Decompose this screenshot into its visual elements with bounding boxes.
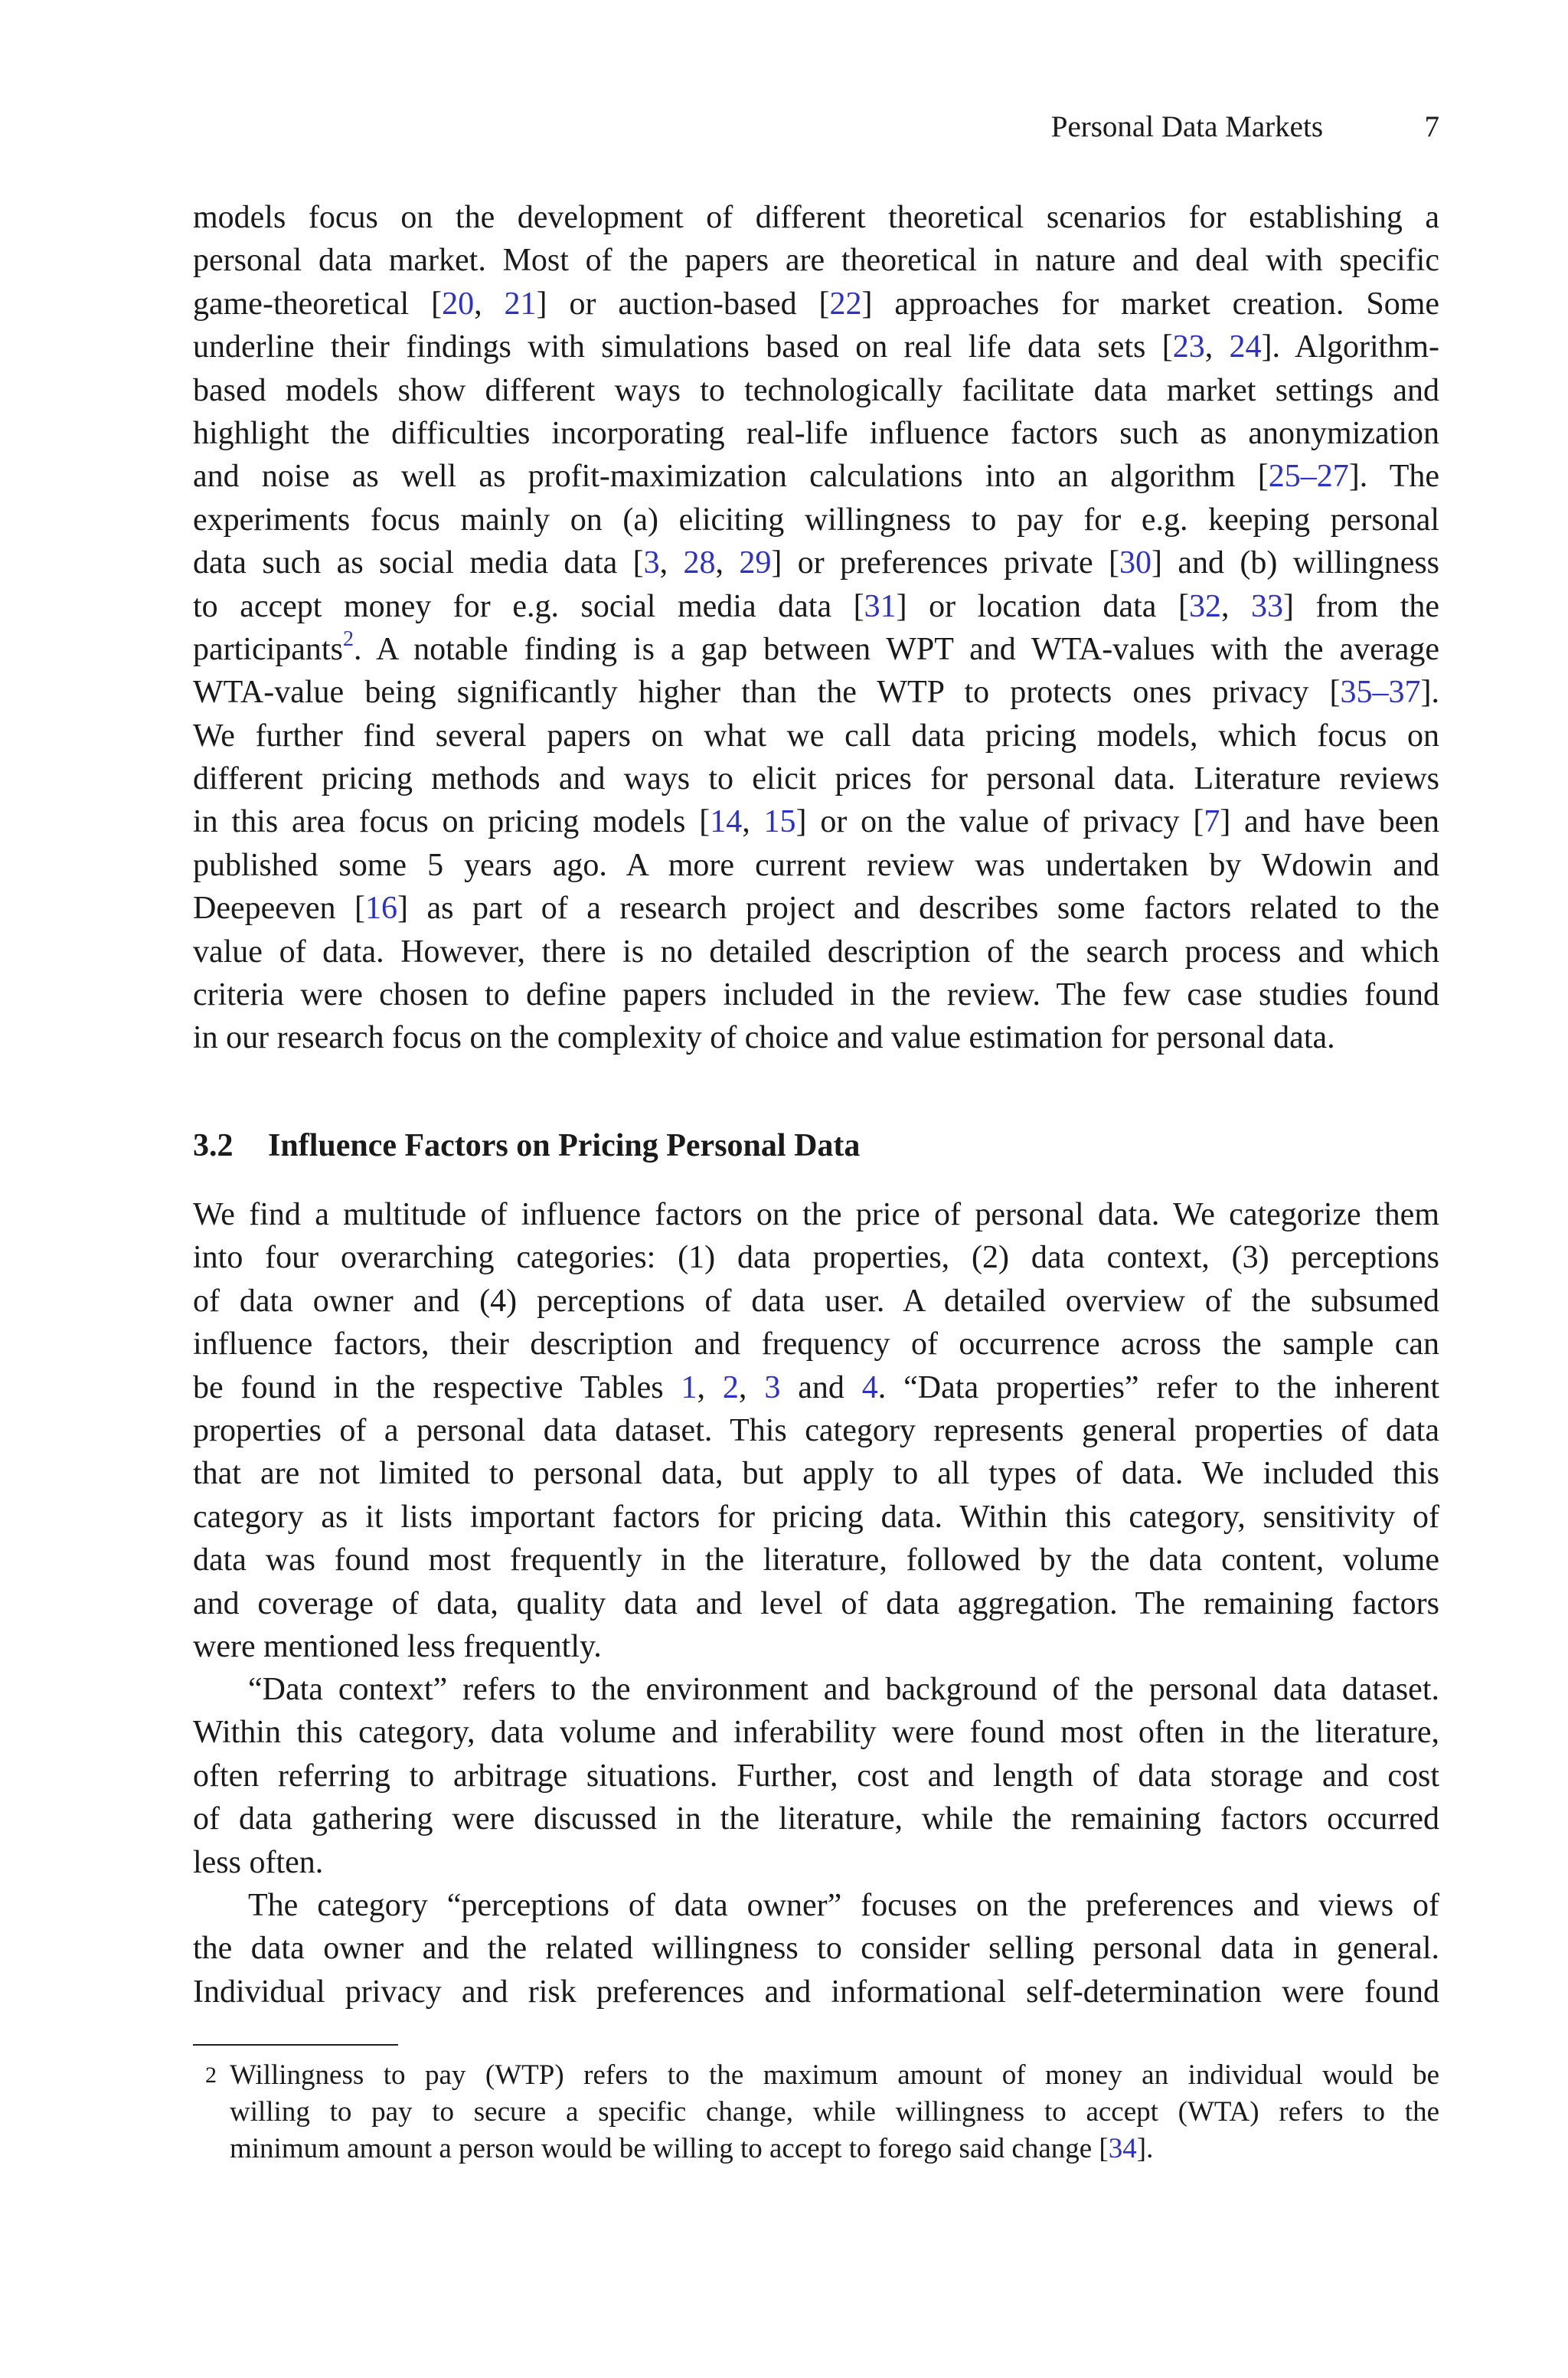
text-line: “Data context” refers to the environment and background of the personal data dataset. bbox=[248, 1672, 1439, 1707]
text-line: properties of a personal data dataset. This category represents general properties of data bbox=[193, 1412, 1439, 1448]
text-line: The category “perceptions of data owner” focuses on the preferences and views of bbox=[248, 1888, 1439, 1923]
footnote-rule bbox=[193, 2044, 398, 2046]
paragraph-2 bbox=[193, 1193, 1439, 1668]
text-line: influence factors, their description and frequency of occurrence across the sample can bbox=[193, 1326, 1439, 1362]
citation-link[interactable]: 23 bbox=[1172, 329, 1205, 365]
text-line: of data owner and (4) perceptions of data user. A detailed overview of the subsumed bbox=[193, 1283, 1439, 1319]
text-line: data such as social media data [3, 28, 29] or preferences private [30] and (b) willingness bbox=[193, 545, 1440, 581]
citation-link[interactable]: 33 bbox=[1251, 588, 1284, 624]
text-line: often referring to arbitrage situations. Further, cost and length of data storage and cost bbox=[193, 1758, 1439, 1794]
text-line: Willingness to pay (WTP) refers to the maximum amount of money an individual would be bbox=[230, 2059, 1439, 2091]
text-line: that are not limited to personal data, but apply to all types of data. We included this bbox=[193, 1456, 1439, 1492]
footnote-text bbox=[230, 2057, 1439, 2167]
text-line: were mentioned less frequently. bbox=[193, 1628, 602, 1664]
section-heading bbox=[193, 1123, 1439, 1169]
section-number: 3.2 bbox=[193, 1128, 234, 1163]
citation-link[interactable]: 3 bbox=[643, 545, 660, 581]
citation-link[interactable]: 15 bbox=[763, 804, 796, 840]
text-line: minimum amount a person would be willing to accept to forego said change [34]. bbox=[230, 2133, 1154, 2164]
text-line: personal data market. Most of the papers are theoretical in nature and deal with specific bbox=[193, 243, 1439, 279]
citation-link[interactable]: 1 bbox=[681, 1369, 697, 1405]
citation-link[interactable]: 2 bbox=[722, 1369, 739, 1405]
text-line: We find a multitude of influence factors on the price of personal data. We categorize them bbox=[193, 1197, 1439, 1232]
text-line: data was found most frequently in the literature, followed by the data content, volume bbox=[193, 1542, 1439, 1578]
section-title: Influence Factors on Pricing Personal Data bbox=[268, 1128, 861, 1163]
text-line: to accept money for e.g. social media data [31] or location data [32, 33] from the bbox=[193, 588, 1440, 624]
text-line: game-theoretical [20, 21] or auction-based [22] approaches for market creation. Some bbox=[193, 286, 1440, 322]
citation-link[interactable]: 14 bbox=[710, 804, 743, 840]
paragraph-1 bbox=[193, 196, 1439, 1060]
citation-link[interactable]: 24 bbox=[1229, 329, 1262, 365]
text-line: be found in the respective Tables 1, 2, 3 and 4. “Data properties” refer to the inherent bbox=[193, 1369, 1439, 1405]
citation-link[interactable]: 21 bbox=[504, 286, 537, 322]
text-line: into four overarching categories: (1) data properties, (2) data context, (3) perceptions bbox=[193, 1240, 1439, 1276]
text-line: Deepeeven [16] as part of a research project and describes some factors related to the bbox=[193, 891, 1439, 927]
text-line: Within this category, data volume and inferability were found most often in the literature, bbox=[193, 1715, 1439, 1751]
citation-link[interactable]: 35–37 bbox=[1340, 675, 1421, 711]
text-line: criteria were chosen to define papers included in the review. The few case studies found bbox=[193, 977, 1439, 1013]
text-line: WTA-value being significantly higher than the WTP to protects ones privacy [35–37]. bbox=[193, 675, 1439, 711]
citation-link[interactable]: 7 bbox=[1204, 804, 1220, 840]
text-line: in our research focus on the complexity of choice and value estimation for personal data. bbox=[193, 1020, 1335, 1056]
text-line: different pricing methods and ways to elicit prices for personal data. Literature reviews bbox=[193, 761, 1439, 797]
page-number: 7 bbox=[1424, 110, 1439, 143]
text-line: the data owner and the related willingness to consider selling personal data in general. bbox=[193, 1931, 1439, 1967]
running-title: Personal Data Markets bbox=[1050, 110, 1323, 143]
citation-link[interactable]: 34 bbox=[1108, 2133, 1137, 2164]
citation-link[interactable]: 30 bbox=[1119, 545, 1152, 581]
text-line: based models show different ways to technologically facilitate data market settings and bbox=[193, 372, 1439, 408]
text-line: and coverage of data, quality data and level of data aggregation. The remaining factors bbox=[193, 1585, 1439, 1621]
text-line: published some 5 years ago. A more current review was undertaken by Wdowin and bbox=[193, 847, 1439, 883]
text-line: participants$^2$. A notable finding is a gap between WPT and WTA-values with the average bbox=[193, 626, 1439, 667]
text-line: experiments focus mainly on (a) eliciting willingness to pay for e.g. keeping personal bbox=[193, 502, 1439, 538]
text-line: highlight the difficulties incorporating real-life influence factors such as anonymization bbox=[193, 415, 1439, 451]
text-line: less often. bbox=[193, 1844, 324, 1880]
citation-link[interactable]: 22 bbox=[829, 286, 862, 322]
text-line: of data gathering were discussed in the literature, while the remaining factors occurred bbox=[193, 1801, 1439, 1837]
text-line: category as it lists important factors for pricing data. Within this category, sensitivity of bbox=[193, 1499, 1439, 1535]
citation-link[interactable]: 31 bbox=[864, 588, 897, 624]
running-header bbox=[193, 104, 1439, 150]
citation-link[interactable]: 16 bbox=[365, 891, 398, 927]
citation-link[interactable]: 32 bbox=[1188, 588, 1221, 624]
citation-link[interactable]: 28 bbox=[683, 545, 716, 581]
paragraph-4 bbox=[193, 1884, 1439, 2013]
text-line: We further find several papers on what we call data pricing models, which focus on bbox=[193, 718, 1439, 754]
footnote-mark: 2 bbox=[205, 2062, 217, 2088]
text-line: Individual privacy and risk preferences and informational self-determination were found bbox=[193, 1974, 1439, 2010]
text-line: models focus on the development of different theoretical scenarios for establishing a bbox=[193, 200, 1439, 235]
text-line: and noise as well as profit-maximization calculations into an algorithm [25–27]. The bbox=[193, 459, 1439, 495]
citation-link[interactable]: 20 bbox=[442, 286, 475, 322]
citation-link[interactable]: 29 bbox=[739, 545, 772, 581]
footnote-ref[interactable]: 2 bbox=[342, 626, 354, 651]
citation-link[interactable]: 4 bbox=[861, 1369, 878, 1405]
text-line: underline their findings with simulations based on real life data sets [23, 24]. Algorithm- bbox=[193, 329, 1440, 365]
text-line: willing to pay to secure a specific change, while willingness to accept (WTA) refers to the bbox=[230, 2096, 1439, 2128]
citation-link[interactable]: 25–27 bbox=[1268, 459, 1349, 495]
text-line: value of data. However, there is no detailed description of the search process and which bbox=[193, 934, 1439, 970]
paragraph-3 bbox=[193, 1668, 1439, 1884]
citation-link[interactable]: 3 bbox=[764, 1369, 781, 1405]
text-line: in this area focus on pricing models [14, 15] or on the value of privacy [7] and have been bbox=[193, 804, 1439, 840]
